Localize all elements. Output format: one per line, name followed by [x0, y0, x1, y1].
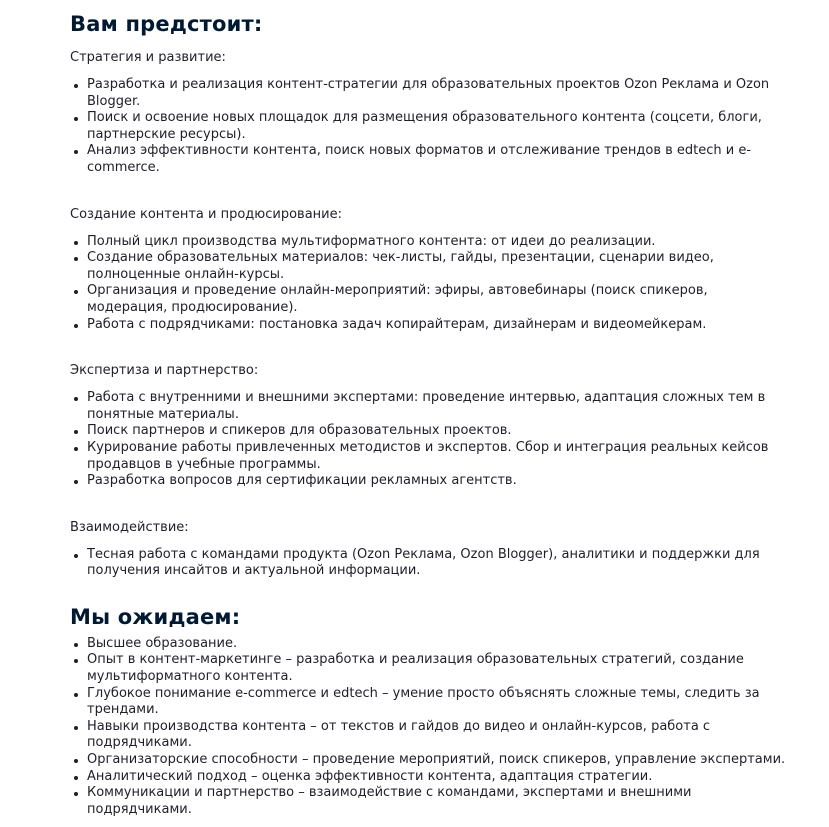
bullet-list	[70, 547, 789, 580]
list-item: Разработка и реализация контент-стратегии для образовательных проектов Ozon Реклама и Ozon Blogger.	[87, 77, 789, 110]
bullet-list	[70, 77, 789, 177]
list-item: Опыт в контент-маркетинге – разработка и реализация образовательных стратегий, создание мультиформатного контента.	[87, 652, 789, 685]
list-item: Глубокое понимание e-commerce и edtech – умение просто объяснять сложные темы, следить за трендами.	[87, 686, 789, 719]
list-item: Поиск партнеров и спикеров для образовательных проектов.	[87, 423, 789, 440]
list-item: Разработка вопросов для сертификации рекламных агентств.	[87, 473, 789, 490]
group-subtitle: Стратегия и развитие:	[70, 50, 226, 65]
list-item: Курирование работы привлеченных методистов и экспертов. Сбор и интеграция реальных кейсов продавцов в учебные программы.	[87, 440, 789, 473]
group-content-production	[70, 206, 789, 334]
section-title-requirements: Мы ожидаем:	[70, 604, 241, 629]
list-item: Коммуникации и партнерство – взаимодействие с командами, экспертами и внешними подрядчиками.	[87, 785, 789, 818]
list-item: Анализ эффективности контента, поиск новых форматов и отслеживание трендов в edtech и e-commerce.	[87, 143, 789, 176]
group-interaction	[70, 519, 789, 580]
group-strategy	[70, 49, 789, 177]
list-item: Полный цикл производства мультиформатного контента: от идеи до реализации.	[87, 234, 789, 251]
list-item: Тесная работа с командами продукта (Ozon Реклама, Ozon Blogger), аналитики и поддержки для получения инсайтов и актуальной информации.	[87, 547, 789, 580]
group-expertise	[70, 362, 789, 490]
group-subtitle: Взаимодействие:	[70, 519, 189, 535]
list-item: Навыки производства контента – от текстов и гайдов до видео и онлайн-курсов, работа с подрядчиками.	[87, 719, 789, 752]
requirements-list	[70, 636, 789, 819]
list-item: Высшее образование.	[87, 636, 789, 653]
list-item: Работа с внутренними и внешними экспертами: проведение интервью, адаптация сложных тем в понятные материалы.	[87, 390, 789, 423]
group-subtitle: Создание контента и продюсирование:	[70, 206, 342, 222]
list-item: Поиск и освоение новых площадок для размещения образовательного контента (соцсети, блоги, партнерские ресурсы).	[87, 110, 789, 143]
section-title-responsibilities: Вам предстоит:	[70, 12, 263, 36]
list-item: Работа с подрядчиками: постановка задач копирайтерам, дизайнерам и видеомейкерам.	[87, 317, 789, 334]
list-item: Организаторские способности – проведение мероприятий, поиск спикеров, управление экспертами.	[87, 752, 789, 769]
list-item: Аналитический подход – оценка эффективности контента, адаптация стратегии.	[87, 769, 789, 786]
list-item: Создание образовательных материалов: чек-листы, гайды, презентации, сценарии видео, полноценные онлайн-курсы.	[87, 250, 789, 283]
bullet-list	[70, 390, 789, 490]
list-item: Организация и проведение онлайн-мероприятий: эфиры, автовебинары (поиск спикеров, модерация, продюсирование).	[87, 283, 789, 316]
group-subtitle: Экспертиза и партнерство:	[70, 363, 259, 379]
bullet-list	[70, 234, 789, 334]
